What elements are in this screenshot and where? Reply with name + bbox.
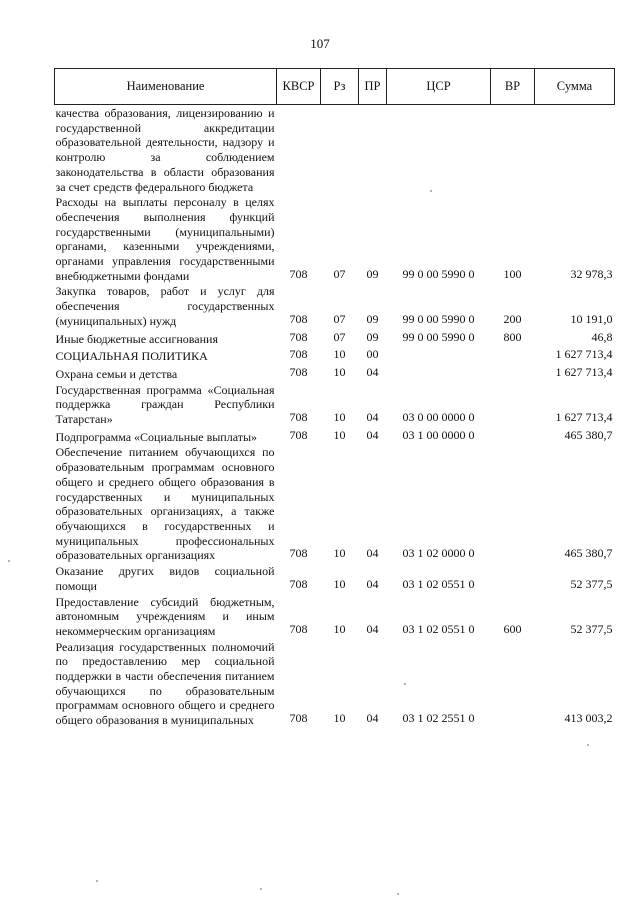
table-row <box>55 639 615 728</box>
table-header <box>55 69 615 105</box>
row-sum: 32 978,3 <box>570 266 613 281</box>
row-name: Государственная программа «Социальная поддержка граждан Республики Татарстан» <box>55 382 275 427</box>
row-vr <box>491 364 535 382</box>
row-kvsr: 708 <box>289 329 308 344</box>
row-kvsr: 708 <box>289 266 308 281</box>
row-pr: 09 <box>366 329 379 344</box>
row-rz: 07 <box>333 266 346 281</box>
header-rz: Рз <box>321 69 359 105</box>
row-sum: 52 377,5 <box>570 576 613 591</box>
scan-speck <box>96 880 98 882</box>
row-kvsr: 708 <box>289 427 308 442</box>
budget-table <box>54 68 615 728</box>
row-kvsr: 708 <box>289 347 308 362</box>
row-rz: 07 <box>333 329 346 344</box>
scan-speck <box>8 560 10 562</box>
row-csr <box>387 346 491 364</box>
row-pr: 04 <box>366 427 379 442</box>
row-name: СОЦИАЛЬНАЯ ПОЛИТИКА <box>55 349 208 364</box>
row-csr: 03 1 02 2551 0 <box>402 711 475 726</box>
table-row <box>55 444 615 563</box>
row-vr <box>491 346 535 364</box>
row-kvsr <box>277 105 321 195</box>
row-csr <box>387 105 491 195</box>
header-vr: ВР <box>491 69 535 105</box>
row-sum: 1 627 713,4 <box>555 410 613 425</box>
row-rz: 10 <box>333 576 346 591</box>
table-row <box>55 563 615 593</box>
header-kvsr: КВСР <box>277 69 321 105</box>
scan-speck <box>587 744 589 746</box>
table-row <box>55 382 615 427</box>
row-name: Закупка товаров, работ и услуг для обеспечения государственных (муниципальных) нужд <box>55 284 275 328</box>
row-name: Подпрограмма «Социальные выплаты» <box>55 429 258 444</box>
scan-speck <box>260 888 262 890</box>
row-csr: 99 0 00 5990 0 <box>402 266 475 281</box>
row-sum: 1 627 713,4 <box>555 364 613 379</box>
row-rz: 10 <box>333 364 346 379</box>
row-sum <box>535 105 615 195</box>
row-pr: 09 <box>366 266 379 281</box>
row-csr: 03 1 02 0551 0 <box>402 576 475 591</box>
row-csr: 03 1 02 0000 0 <box>402 546 475 561</box>
row-rz <box>321 105 359 195</box>
row-kvsr: 708 <box>289 311 308 326</box>
row-rz: 10 <box>333 546 346 561</box>
row-vr <box>491 639 535 728</box>
row-pr: 04 <box>366 711 379 726</box>
row-kvsr: 708 <box>289 711 308 726</box>
row-sum: 52 377,5 <box>570 621 613 636</box>
row-kvsr: 708 <box>289 546 308 561</box>
table-row <box>55 364 615 382</box>
row-rz: 10 <box>333 621 346 636</box>
row-csr: 03 1 00 0000 0 <box>402 427 475 442</box>
row-sum: 46,8 <box>591 329 613 344</box>
table-row <box>55 283 615 328</box>
header-name: Наименование <box>55 69 277 105</box>
row-name: качества образования, лицензированию и государственной аккредитации образовательной деятельности, надзору и контролю за соблюдением законодательства в области образования за счет средств федерального бюджета <box>55 106 275 194</box>
table-body <box>55 105 615 728</box>
row-pr: 04 <box>366 364 379 379</box>
row-sum: 413 003,2 <box>564 711 613 726</box>
row-csr: 03 1 02 0551 0 <box>402 621 475 636</box>
row-vr: 100 <box>503 266 522 281</box>
row-name: Предоставление субсидий бюджетным, автономным учреждениям и иным некоммерческим организациям <box>55 594 275 638</box>
row-vr: 800 <box>503 329 522 344</box>
row-sum: 10 191,0 <box>570 311 613 326</box>
row-vr: 600 <box>503 621 522 636</box>
row-pr: 04 <box>366 621 379 636</box>
row-name: Расходы на выплаты персоналу в целях обеспечения выполнения функций государственными (муниципальными) органами, казенными учреждениями, органами управления государственными внебюджетными фондами <box>55 195 275 283</box>
row-vr <box>491 382 535 427</box>
table-row <box>55 346 615 364</box>
header-sum: Сумма <box>535 69 615 105</box>
row-name: Реализация государственных полномочий по предоставлению мер социальной поддержки в части обеспечения питанием обучающихся по образовательным программам основного общего и среднего общего образования в муниципальных <box>55 639 275 728</box>
row-pr: 09 <box>366 311 379 326</box>
row-sum: 465 380,7 <box>564 546 613 561</box>
row-csr: 99 0 00 5990 0 <box>402 329 475 344</box>
row-rz: 10 <box>333 347 346 362</box>
row-sum: 1 627 713,4 <box>555 347 613 362</box>
table-row <box>55 105 615 195</box>
row-name: Иные бюджетные ассигнования <box>55 331 218 346</box>
row-vr: 200 <box>503 311 522 326</box>
row-kvsr: 708 <box>289 621 308 636</box>
table-row <box>55 594 615 639</box>
row-rz: 10 <box>333 410 346 425</box>
header-csr: ЦСР <box>387 69 491 105</box>
table-row <box>55 194 615 283</box>
row-vr <box>491 427 535 445</box>
table-row <box>55 427 615 445</box>
row-pr: 04 <box>366 410 379 425</box>
row-rz: 10 <box>333 711 346 726</box>
row-csr: 99 0 00 5990 0 <box>402 311 475 326</box>
row-csr <box>387 364 491 382</box>
row-name: Охрана семьи и детства <box>55 366 178 381</box>
row-pr: 00 <box>366 347 379 362</box>
scan-speck <box>397 893 399 895</box>
row-csr: 03 0 00 0000 0 <box>402 410 475 425</box>
row-rz: 07 <box>333 311 346 326</box>
row-pr: 04 <box>366 576 379 591</box>
row-kvsr: 708 <box>289 364 308 379</box>
row-name: Оказание других видов социальной помощи <box>55 564 275 593</box>
scan-speck <box>404 683 406 685</box>
row-rz: 10 <box>333 427 346 442</box>
header-pr: ПР <box>359 69 387 105</box>
row-vr <box>491 105 535 195</box>
row-kvsr: 708 <box>289 410 308 425</box>
page-number: 107 <box>310 36 330 51</box>
row-name: Обеспечение питанием обучающихся по образовательным программам основного общего и среднего общего образования в государственных и муниципальных образовательных организациях, а также обучающихся в государственных и муниципальных профессиональных образовательных организациях <box>55 445 275 563</box>
table-row <box>55 329 615 347</box>
row-vr <box>491 563 535 593</box>
row-pr: 04 <box>366 546 379 561</box>
scan-speck <box>430 190 432 192</box>
row-kvsr: 708 <box>289 576 308 591</box>
row-sum: 465 380,7 <box>564 427 613 442</box>
row-vr <box>491 444 535 563</box>
row-pr <box>359 105 387 195</box>
